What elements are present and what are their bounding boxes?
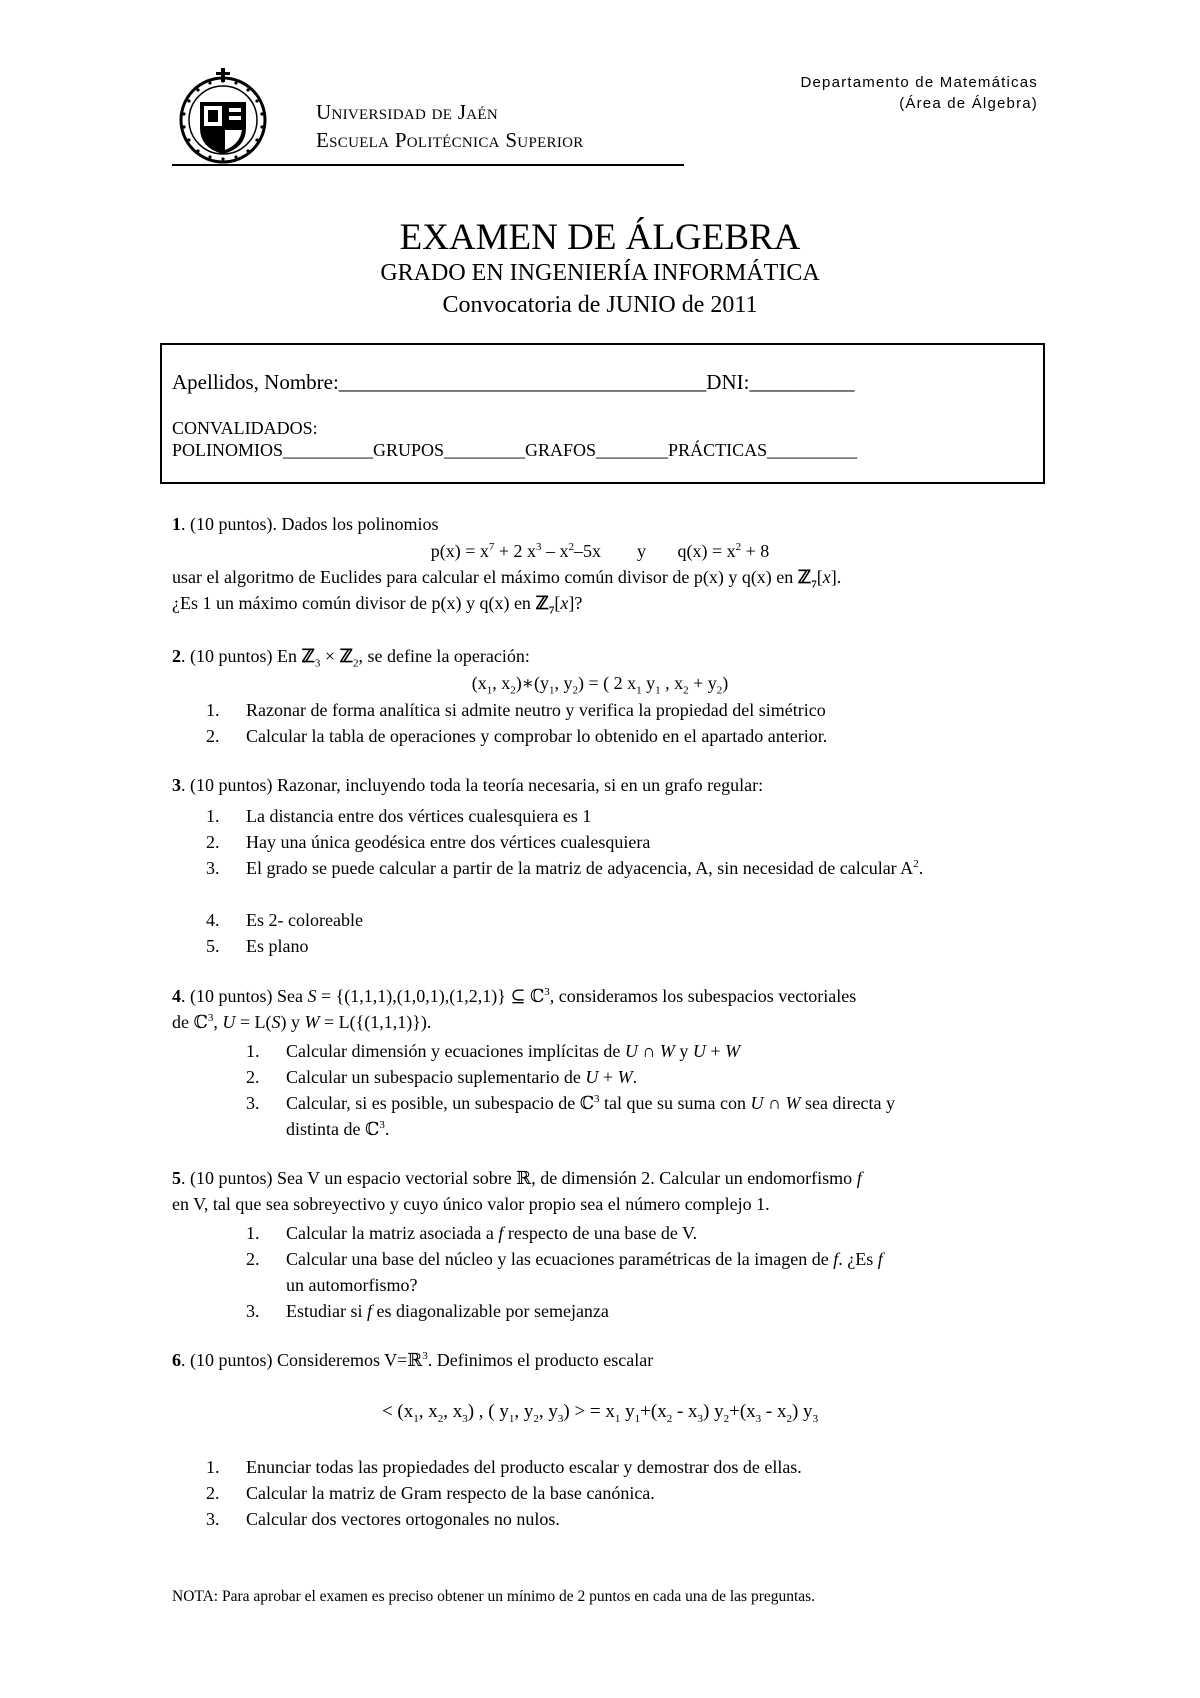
question-6-intro: 6. (10 puntos) Consideremos V=ℝ$^3$. Definimos el producto escalar [172,1350,654,1370]
question-5-intro: 5. (10 puntos) Sea V un espacio vectorial sobre ℝ, de dimensión 2. Calcular un endomorfismo f [172,1168,862,1188]
department-info [800,72,1038,114]
question-6-item-1: 1. Enunciar todas las propiedades del producto escalar y demostrar dos de ellas. [206,1457,802,1477]
question-2-item-2: 2. Calcular la tabla de operaciones y comprobar lo obtenido en el apartado anterior. [206,726,828,746]
question-2-item-1: 1. Razonar de forma analítica si admite neutro y verifica la propiedad del simétrico [206,700,826,720]
question-3-item-1: 1. La distancia entre dos vértices cualesquiera es 1 [206,806,592,826]
exam-convocatoria: Convocatoria de JUNIO de 2011 [442,292,758,318]
question-2-intro: 2. (10 puntos) En ℤ$_3$ × ℤ$_2$, se define la operación: [172,646,530,670]
question-6-item-2: 2. Calcular la matriz de Gram respecto de la base canónica. [206,1483,655,1503]
question-5-item-2-cont: un automorfismo? [286,1275,418,1295]
question-2-operation: ($x_1$, $x_2)∗(y_1$, $y_2$) = ( 2 $x_1$ $y_1$ , $x_2 + y_2$) [471,673,729,697]
exam-note: NOTA: Para aprobar el examen es preciso obtener un mínimo de 2 puntos en cada una de las preguntas. [172,1588,816,1605]
name-dni-field[interactable]: Apellidos, Nombre:___________________________________DNI:__________ [172,370,855,394]
question-4-item-1: 1. Calcular dimensión y ecuaciones implícitas de U ∩ W y U + W [246,1041,741,1061]
question-4-item-3-cont: distinta de ℂ$^3$. [286,1119,390,1139]
question-6-scalar-product: < ($x_1$, $x_2$, $x_3$) , ( $y_1$, $y_2$, $y_3$) > = $x_1$ $y_1+(x_2 - x_3)$ $y_2+(x_3 - x_2)$ $y_3$ [381,1401,819,1425]
convalidados-fields[interactable]: POLINOMIOS__________GRUPOS_________GRAFOS________PRÁCTICAS__________ [172,440,858,460]
question-4-definitions: de ℂ$^3$, U = L(S) y W = L({(1,1,1)}). [172,1012,432,1032]
question-1-polynomials: $p(x) = x^7 + 2$ $x^3 - x^2-5x$ y $q(x) = x^2 + 8$ [430,541,770,561]
question-3-intro: 3. (10 puntos) Razonar, incluyendo toda la teoría necesaria, si en un grafo regular: [172,775,764,795]
header-divider [172,164,684,166]
question-3-item-4: 4. Es 2- coloreable [206,910,363,930]
university-seal-logo [178,68,268,166]
department-area: (Área de Álgebra) [899,95,1038,112]
question-1-text: usar el algoritmo de Euclides para calcular el máximo común divisor de p(x) y q(x) en ℤ$_7$[x]. [172,567,842,591]
question-5-line-2: en V, tal que sea sobreyectivo y cuyo único valor propio sea el número complejo 1. [172,1194,770,1214]
exam-subtitle: GRADO EN INGENIERÍA INFORMÁTICA [380,260,820,286]
question-4-intro: 4. (10 puntos) Sea S = {(1,1,1),(1,0,1),(1,2,1)} ⊆ ℂ$^3$, consideramos los subespacios vectoriales [172,986,857,1006]
question-1-question: ¿Es 1 un máximo común divisor de p(x) y q(x) en ℤ$_7$[x]? [172,593,583,617]
question-1-intro: 1. (10 puntos). Dados los polinomios [172,514,439,534]
question-5-item-1: 1. Calcular la matriz asociada a f respecto de una base de V. [246,1223,698,1243]
student-info-box [160,343,1045,484]
question-6-item-3: 3. Calcular dos vectores ortogonales no nulos. [206,1509,560,1529]
question-5-item-2: 2. Calcular una base del núcleo y las ecuaciones paramétricas de la imagen de f. ¿Es f [246,1249,883,1269]
question-4-item-2: 2. Calcular un subespacio suplementario de U + W. [246,1067,638,1087]
question-3-item-3: 3. El grado se puede calcular a partir de la matriz de adyacencia, A, sin necesidad de calcular $A^2$. [206,858,924,878]
university-name: Universidad de Jaén [316,100,499,124]
school-name: Escuela Politécnica Superior [316,128,584,152]
question-4-item-3: 3. Calcular, si es posible, un subespacio de ℂ$^3$ tal que su suma con U ∩ W sea directa y [246,1093,895,1113]
convalidados-label: CONVALIDADOS: [172,418,318,438]
exam-title: EXAMEN DE ÁLGEBRA [399,217,801,258]
department-name: Departamento de Matemáticas [800,74,1038,91]
question-5-item-3: 3. Estudiar si f es diagonalizable por semejanza [246,1301,609,1321]
question-3-item-5: 5. Es plano [206,936,309,956]
question-3-item-2: 2. Hay una única geodésica entre dos vértices cualesquiera [206,832,651,852]
